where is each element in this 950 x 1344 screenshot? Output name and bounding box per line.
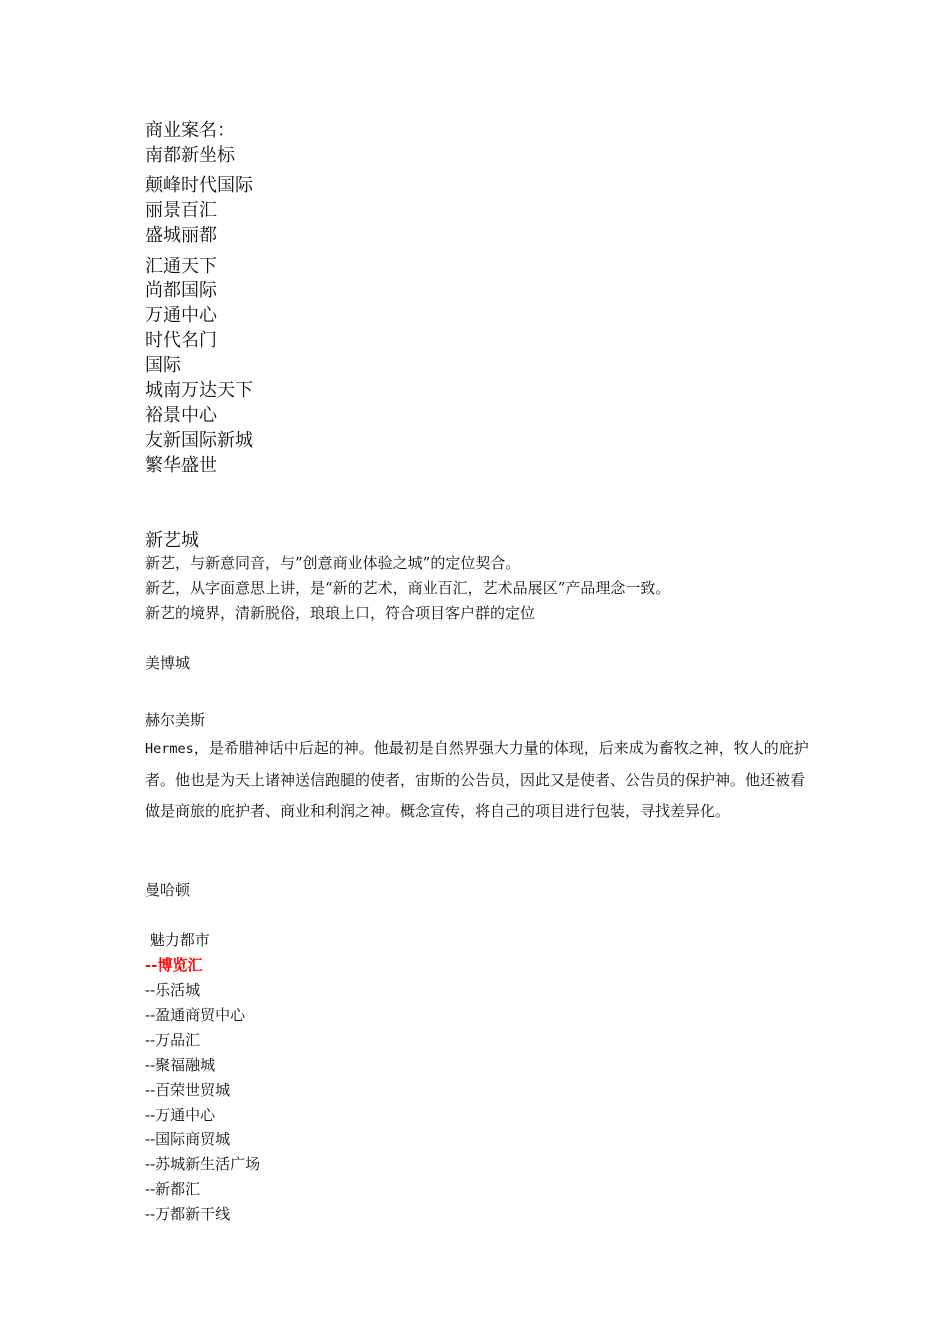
name-item: 裕景中心 xyxy=(145,405,217,426)
name-item: 颠峰时代国际 xyxy=(145,175,253,196)
name-item: 盛城丽都 xyxy=(145,225,217,246)
section-heading: 商业案名： xyxy=(145,120,235,141)
description-line: 新艺，从字面意思上讲，是“新的艺术，商业百汇，艺术品展区”产品理念一致。 xyxy=(145,579,671,597)
list-item: --万都新干线 xyxy=(145,1205,231,1223)
list-item: --百荣世贸城 xyxy=(145,1081,231,1099)
name-item: 时代名门 xyxy=(145,330,217,351)
name-item: 南都新坐标 xyxy=(145,145,235,166)
section-title: 新艺城 xyxy=(145,530,199,551)
list-item: --聚福融城 xyxy=(145,1056,216,1074)
paragraph-body: ，是希腊神话中后起的神。他最初是自然界强大力量的体现，后来成为畜牧之神，牧人的庇护者。他也是为天上诸神送信跑腿的使者，宙斯的公告员，因此又是使者、公告员的保护神。他还被看做是商旅的庇护者、商业和利润之神。概念宣传，将自己的项目进行包装，寻找差异化。 xyxy=(145,739,809,820)
list-item: --万品汇 xyxy=(145,1031,201,1049)
highlighted-item: --博览汇 xyxy=(145,956,203,974)
section-title: 曼哈顿 xyxy=(145,881,191,899)
name-item: 国际 xyxy=(145,355,181,376)
name-item: 繁华盛世 xyxy=(145,455,217,476)
name-item: 汇通天下 xyxy=(145,256,217,277)
description-paragraph xyxy=(145,733,813,827)
description-line: 新艺，与新意同音，与”创意商业体验之城”的定位契合。 xyxy=(145,554,521,572)
list-item: --国际商贸城 xyxy=(145,1130,231,1148)
section-title: 魅力都市 xyxy=(145,931,210,949)
section-title: 赫尔美斯 xyxy=(145,711,206,729)
paragraph-lead-word: Hermes xyxy=(145,741,194,757)
list-item: --苏城新生活广场 xyxy=(145,1155,261,1173)
list-item: --盈通商贸中心 xyxy=(145,1006,246,1024)
section-title: 美博城 xyxy=(145,654,191,672)
list-item: --乐活城 xyxy=(145,981,201,999)
name-item: 城南万达天下 xyxy=(145,380,253,401)
list-item: --万通中心 xyxy=(145,1106,216,1124)
name-item: 万通中心 xyxy=(145,305,217,326)
name-item: 尚都国际 xyxy=(145,280,217,301)
description-line: 新艺的境界，清新脱俗，琅琅上口，符合项目客户群的定位 xyxy=(145,604,536,622)
name-item: 丽景百汇 xyxy=(145,200,217,221)
name-item: 友新国际新城 xyxy=(145,430,253,451)
list-item: --新都汇 xyxy=(145,1180,201,1198)
